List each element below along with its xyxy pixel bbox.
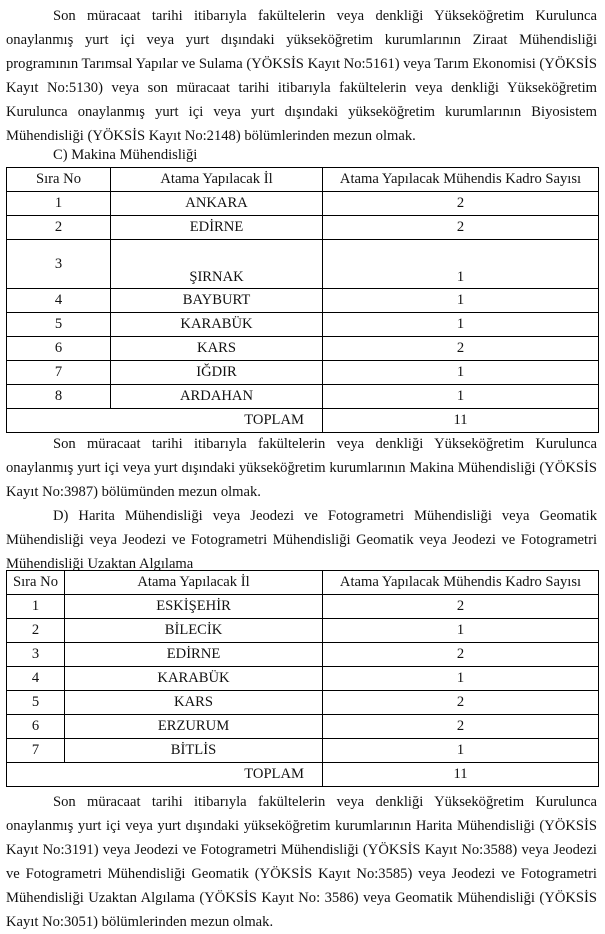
cell-kadro: 1 [323, 739, 599, 763]
cell-no: 6 [7, 337, 111, 361]
table-row [7, 361, 599, 385]
cell-kadro: 1 [323, 289, 599, 313]
table-row [7, 691, 599, 715]
cell-il: BAYBURT [111, 289, 323, 313]
table-header-row [7, 571, 599, 595]
cell-no: 5 [7, 691, 65, 715]
cell-il: EDİRNE [65, 643, 323, 667]
cell-no: 4 [7, 289, 111, 313]
cell-kadro: 1 [323, 385, 599, 409]
cell-kadro: 1 [323, 667, 599, 691]
table-row [7, 667, 599, 691]
table-row [7, 240, 599, 289]
cell-kadro: 2 [323, 715, 599, 739]
table-row [7, 715, 599, 739]
cell-no: 3 [7, 643, 65, 667]
table-row [7, 337, 599, 361]
table-row [7, 216, 599, 240]
cell-no: 8 [7, 385, 111, 409]
cell-no: 3 [7, 240, 111, 289]
cell-no: 2 [7, 619, 65, 643]
table-row [7, 313, 599, 337]
table-row [7, 739, 599, 763]
paragraph-text: Son müracaat tarihi itibarıyla fakültelerin veya denkliği Yükseköğretim Kurulunca onaylanmış yurt içi veya yurt dışındaki yükseköğretim kurumlarının Ziraat Mühendisliği programının Tarımsal Yapılar ve Sulama (YÖKSİS Kayıt No:5161) veya Tarım Ekonomisi (YÖKSİS Kayıt No:5130) veya son müracaat tarihi itibarıyla fakültelerin veya denkliği Yükseköğretim Kurulunca onaylanmış yurt içi veya yurt dışındaki yükseköğretim kurumlarının Biyosistem Mühendisliği (YÖKSİS Kayıt No:2148) bölümlerinden mezun olmak. [6, 8, 597, 144]
paragraph-harita-requirements [6, 790, 597, 934]
cell-kadro: 2 [323, 595, 599, 619]
cell-il: EDİRNE [111, 216, 323, 240]
table-row [7, 385, 599, 409]
table-row [7, 595, 599, 619]
cell-il: BİLECİK [65, 619, 323, 643]
total-value: 11 [323, 409, 599, 433]
total-label: TOPLAM [7, 763, 323, 787]
cell-no: 7 [7, 361, 111, 385]
paragraph-text: Son müracaat tarihi itibarıyla fakültelerin veya denkliği Yükseköğretim Kurulunca onaylanmış yurt içi veya yurt dışındaki yükseköğretim kurumlarının Makina Mühendisliği (YÖKSİS Kayıt No:3987) bölümünden mezun olmak. [6, 436, 597, 500]
cell-il: ERZURUM [65, 715, 323, 739]
cell-kadro: 2 [323, 192, 599, 216]
table-row [7, 192, 599, 216]
section-heading-d [6, 504, 597, 576]
cell-kadro: 1 [323, 619, 599, 643]
cell-il: BİTLİS [65, 739, 323, 763]
table-makina [6, 167, 599, 433]
cell-il: ARDAHAN [111, 385, 323, 409]
paragraph-ziraat-requirements [6, 4, 597, 148]
header-il: Atama Yapılacak İl [111, 168, 323, 192]
table-total-row [7, 763, 599, 787]
paragraph-makina-requirements [6, 432, 597, 504]
cell-kadro: 2 [323, 691, 599, 715]
header-il: Atama Yapılacak İl [65, 571, 323, 595]
header-kadro: Atama Yapılacak Mühendis Kadro Sayısı [323, 571, 599, 595]
table-row [7, 289, 599, 313]
cell-il: ESKİŞEHİR [65, 595, 323, 619]
cell-il: ANKARA [111, 192, 323, 216]
header-kadro: Atama Yapılacak Mühendis Kadro Sayısı [323, 168, 599, 192]
cell-il: IĞDIR [111, 361, 323, 385]
paragraph-text: Son müracaat tarihi itibarıyla fakültelerin veya denkliği Yükseköğretim Kurulunca onaylanmış yurt içi veya yurt dışındaki yükseköğretim kurumlarının Harita Mühendisliği (YÖKSİS Kayıt No:3191) veya Jeodezi ve Fotogrametri Mühendisliği (YÖKSİS Kayıt No:3588) veya Jeodezi ve Fotogrametri Mühendisliği Geomatik (YÖKSİS Kayıt No:3585) veya Jeodezi ve Fotogrametri Mühendisliği Uzaktan Algılama (YÖKSİS Kayıt No: 3586) veya Geomatik Mühendisliği (YÖKSİS Kayıt No:3051) bölümlerinden mezun olmak. [6, 794, 597, 930]
table-row [7, 643, 599, 667]
header-sira-no: Sıra No [7, 168, 111, 192]
cell-kadro: 2 [323, 337, 599, 361]
table-harita [6, 570, 599, 787]
section-heading-c: C) Makina Mühendisliği [53, 147, 198, 163]
cell-no: 1 [7, 595, 65, 619]
cell-kadro: 1 [323, 361, 599, 385]
cell-no: 5 [7, 313, 111, 337]
total-value: 11 [323, 763, 599, 787]
cell-no: 1 [7, 192, 111, 216]
cell-il: KARABÜK [111, 313, 323, 337]
cell-kadro: 2 [323, 216, 599, 240]
total-label: TOPLAM [7, 409, 323, 433]
header-sira-no: Sıra No [7, 571, 65, 595]
table-total-row [7, 409, 599, 433]
cell-no: 2 [7, 216, 111, 240]
cell-il: ŞIRNAK [111, 240, 323, 289]
table-row [7, 619, 599, 643]
cell-il: KARABÜK [65, 667, 323, 691]
cell-kadro: 1 [323, 313, 599, 337]
table-header-row [7, 168, 599, 192]
cell-kadro: 2 [323, 643, 599, 667]
cell-kadro: 1 [323, 240, 599, 289]
heading-text: D) Harita Mühendisliği veya Jeodezi ve Fotogrametri Mühendisliği veya Geomatik Mühendisliği veya Jeodezi ve Fotogrametri Mühendisliği Geomatik veya Jeodezi ve Fotogrametri Mühendisliği Uzaktan Algılama [6, 508, 597, 572]
cell-no: 6 [7, 715, 65, 739]
cell-no: 4 [7, 667, 65, 691]
cell-il: KARS [65, 691, 323, 715]
cell-il: KARS [111, 337, 323, 361]
cell-no: 7 [7, 739, 65, 763]
